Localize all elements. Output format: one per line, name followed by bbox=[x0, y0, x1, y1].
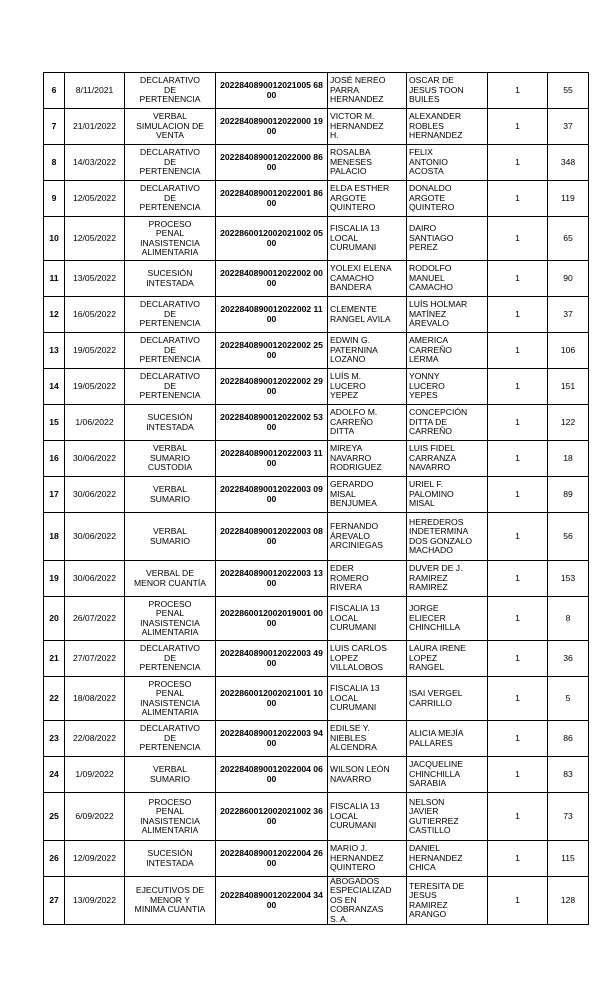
case-radicado: 2022840890012022002 5300 bbox=[216, 405, 328, 441]
count-cell: 1 bbox=[488, 405, 548, 441]
table-row bbox=[44, 757, 589, 793]
defendant-name: URIEL F. PALOMINO MISAL bbox=[407, 477, 488, 513]
process-type: DECLARATIVO DE PERTENENCIA bbox=[125, 641, 216, 677]
count-cell: 1 bbox=[488, 841, 548, 877]
defendant-name: LUIS FIDEL CARRANZA NAVARRO bbox=[407, 441, 488, 477]
count-cell: 1 bbox=[488, 597, 548, 641]
filing-date: 6/09/2022 bbox=[65, 793, 125, 841]
case-radicado: 2022840890012022004 2600 bbox=[216, 841, 328, 877]
table-row bbox=[44, 181, 589, 217]
folios-cell: 73 bbox=[548, 793, 589, 841]
row-number: 24 bbox=[44, 757, 65, 793]
row-number: 10 bbox=[44, 217, 65, 261]
plaintiff-name: ABOGADOS ESPECIALIZAD OS EN COBRANZAS S. A. bbox=[328, 877, 407, 925]
folios-cell: 90 bbox=[548, 261, 589, 297]
table-row bbox=[44, 217, 589, 261]
filing-date: 30/06/2022 bbox=[65, 561, 125, 597]
process-type: EJECUTIVOS DE MENOR Y MINIMA CUANTIA bbox=[125, 877, 216, 925]
count-cell: 1 bbox=[488, 217, 548, 261]
case-radicado: 2022860012002021002 0500 bbox=[216, 217, 328, 261]
defendant-name: NELSON JAVIER GUTIERREZ CASTILLO bbox=[407, 793, 488, 841]
folios-cell: 65 bbox=[548, 217, 589, 261]
folios-cell: 83 bbox=[548, 757, 589, 793]
filing-date: 13/05/2022 bbox=[65, 261, 125, 297]
table-row bbox=[44, 441, 589, 477]
row-number: 9 bbox=[44, 181, 65, 217]
defendant-name: DUVER DE J. RAMIREZ RAMIREZ bbox=[407, 561, 488, 597]
folios-cell: 56 bbox=[548, 513, 589, 561]
table-row bbox=[44, 145, 589, 181]
count-cell: 1 bbox=[488, 333, 548, 369]
row-number: 23 bbox=[44, 721, 65, 757]
row-number: 21 bbox=[44, 641, 65, 677]
folios-cell: 36 bbox=[548, 641, 589, 677]
case-radicado: 2022840890012022003 4900 bbox=[216, 641, 328, 677]
row-number: 16 bbox=[44, 441, 65, 477]
case-radicado: 2022840890012021005 6800 bbox=[216, 73, 328, 109]
case-register-table bbox=[43, 72, 589, 925]
case-radicado: 2022860012002019001 0000 bbox=[216, 597, 328, 641]
case-radicado: 2022840890012022002 1100 bbox=[216, 297, 328, 333]
process-type: DECLARATIVO DE PERTENENCIA bbox=[125, 721, 216, 757]
plaintiff-name: LUÍS M. LUCERO YEPEZ bbox=[328, 369, 407, 405]
process-type: PROCESO PENAL INASISTENCIA ALIMENTARIA bbox=[125, 217, 216, 261]
table-row bbox=[44, 561, 589, 597]
plaintiff-name: FERNANDO ÁREVALO ARCINIEGAS bbox=[328, 513, 407, 561]
filing-date: 19/05/2022 bbox=[65, 369, 125, 405]
filing-date: 26/07/2022 bbox=[65, 597, 125, 641]
folios-cell: 5 bbox=[548, 677, 589, 721]
case-radicado: 2022860012002021001 1000 bbox=[216, 677, 328, 721]
filing-date: 14/03/2022 bbox=[65, 145, 125, 181]
count-cell: 1 bbox=[488, 641, 548, 677]
process-type: DECLARATIVO DE PERTENENCIA bbox=[125, 73, 216, 109]
defendant-name: HEREDEROS INDETERMINA DOS GONZALO MACHADO bbox=[407, 513, 488, 561]
folios-cell: 106 bbox=[548, 333, 589, 369]
plaintiff-name: FISCALIA 13 LOCAL CURUMANI bbox=[328, 597, 407, 641]
case-radicado: 2022840890012022002 0000 bbox=[216, 261, 328, 297]
count-cell: 1 bbox=[488, 261, 548, 297]
plaintiff-name: MARIO J. HERNANDEZ QUINTERO bbox=[328, 841, 407, 877]
plaintiff-name: ROSALBA MENESES PALACIO bbox=[328, 145, 407, 181]
plaintiff-name: EDILSE Y. NIEBLES ALCENDRA bbox=[328, 721, 407, 757]
table-row bbox=[44, 109, 589, 145]
row-number: 13 bbox=[44, 333, 65, 369]
process-type: PROCESO PENAL INASISTENCIA ALIMENTARIA bbox=[125, 597, 216, 641]
count-cell: 1 bbox=[488, 297, 548, 333]
process-type: VERBAL DE MENOR CUANTÍA bbox=[125, 561, 216, 597]
defendant-name: ISAI VERGEL CARRILLO bbox=[407, 677, 488, 721]
process-type: VERBAL SUMARIO bbox=[125, 757, 216, 793]
plaintiff-name: LUIS CARLOS LOPEZ VILLALOBOS bbox=[328, 641, 407, 677]
plaintiff-name: EDER ROMERO RIVERA bbox=[328, 561, 407, 597]
row-number: 8 bbox=[44, 145, 65, 181]
case-radicado: 2022840890012022002 2900 bbox=[216, 369, 328, 405]
row-number: 12 bbox=[44, 297, 65, 333]
filing-date: 12/09/2022 bbox=[65, 841, 125, 877]
row-number: 26 bbox=[44, 841, 65, 877]
table-row bbox=[44, 877, 589, 925]
row-number: 22 bbox=[44, 677, 65, 721]
plaintiff-name: WILSON LEÓN NAVARRO bbox=[328, 757, 407, 793]
row-number: 6 bbox=[44, 73, 65, 109]
filing-date: 12/05/2022 bbox=[65, 217, 125, 261]
folios-cell: 37 bbox=[548, 297, 589, 333]
row-number: 11 bbox=[44, 261, 65, 297]
plaintiff-name: GERARDO MISAL BENJUMEA bbox=[328, 477, 407, 513]
process-type: VERBAL SUMARIO bbox=[125, 513, 216, 561]
case-radicado: 2022840890012022000 8600 bbox=[216, 145, 328, 181]
filing-date: 30/06/2022 bbox=[65, 477, 125, 513]
process-type: DECLARATIVO DE PERTENENCIA bbox=[125, 369, 216, 405]
defendant-name: TERESITA DE JESUS RAMIREZ ARANGO bbox=[407, 877, 488, 925]
plaintiff-name: ADOLFO M. CARREÑO DITTA bbox=[328, 405, 407, 441]
folios-cell: 115 bbox=[548, 841, 589, 877]
filing-date: 22/08/2022 bbox=[65, 721, 125, 757]
plaintiff-name: VICTOR M. HERNANDEZ H. bbox=[328, 109, 407, 145]
case-radicado: 2022840890012022003 1300 bbox=[216, 561, 328, 597]
filing-date: 18/08/2022 bbox=[65, 677, 125, 721]
table-row bbox=[44, 333, 589, 369]
folios-cell: 37 bbox=[548, 109, 589, 145]
defendant-name: LAURA IRENE LOPEZ RANGEL bbox=[407, 641, 488, 677]
count-cell: 1 bbox=[488, 793, 548, 841]
count-cell: 1 bbox=[488, 109, 548, 145]
folios-cell: 18 bbox=[548, 441, 589, 477]
row-number: 27 bbox=[44, 877, 65, 925]
case-radicado: 2022840890012022003 9400 bbox=[216, 721, 328, 757]
count-cell: 1 bbox=[488, 477, 548, 513]
defendant-name: JORGE ELIECER CHINCHILLA bbox=[407, 597, 488, 641]
table-row bbox=[44, 369, 589, 405]
count-cell: 1 bbox=[488, 441, 548, 477]
plaintiff-name: EDWIN G. PATERNINA LOZANO bbox=[328, 333, 407, 369]
folios-cell: 348 bbox=[548, 145, 589, 181]
row-number: 14 bbox=[44, 369, 65, 405]
table-row bbox=[44, 793, 589, 841]
folios-cell: 153 bbox=[548, 561, 589, 597]
defendant-name: DONALDO ARGOTE QUINTERO bbox=[407, 181, 488, 217]
plaintiff-name: FISCALIA 13 LOCAL CURUMANI bbox=[328, 217, 407, 261]
filing-date: 30/06/2022 bbox=[65, 513, 125, 561]
plaintiff-name: CLEMENTE RANGEL AVILA bbox=[328, 297, 407, 333]
filing-date: 30/06/2022 bbox=[65, 441, 125, 477]
count-cell: 1 bbox=[488, 73, 548, 109]
count-cell: 1 bbox=[488, 145, 548, 181]
filing-date: 21/01/2022 bbox=[65, 109, 125, 145]
defendant-name: DAIRO SANTIAGO PEREZ bbox=[407, 217, 488, 261]
plaintiff-name: FISCALIA 13 LOCAL CURUMANI bbox=[328, 793, 407, 841]
table-row bbox=[44, 641, 589, 677]
defendant-name: AMERICA CARREÑO LERMA bbox=[407, 333, 488, 369]
row-number: 7 bbox=[44, 109, 65, 145]
process-type: VERBAL SUMARIO CUSTODIA bbox=[125, 441, 216, 477]
count-cell: 1 bbox=[488, 721, 548, 757]
case-radicado: 2022840890012022003 1100 bbox=[216, 441, 328, 477]
folios-cell: 8 bbox=[548, 597, 589, 641]
defendant-name: ALICIA MEJÍA PALLARES bbox=[407, 721, 488, 757]
case-radicado: 2022840890012022002 2500 bbox=[216, 333, 328, 369]
defendant-name: RODOLFO MANUEL CAMACHO bbox=[407, 261, 488, 297]
plaintiff-name: MIREYA NAVARRO RODRIGUEZ bbox=[328, 441, 407, 477]
case-radicado: 2022840890012022000 1900 bbox=[216, 109, 328, 145]
process-type: DECLARATIVO DE PERTENENCIA bbox=[125, 145, 216, 181]
table-row bbox=[44, 513, 589, 561]
process-type: SUCESIÓN INTESTADA bbox=[125, 841, 216, 877]
process-type: DECLARATIVO DE PERTENENCIA bbox=[125, 181, 216, 217]
filing-date: 12/05/2022 bbox=[65, 181, 125, 217]
table-row bbox=[44, 477, 589, 513]
table-row bbox=[44, 73, 589, 109]
table-row bbox=[44, 677, 589, 721]
process-type: DECLARATIVO DE PERTENENCIA bbox=[125, 297, 216, 333]
plaintiff-name: FISCALIA 13 LOCAL CURUMANI bbox=[328, 677, 407, 721]
row-number: 17 bbox=[44, 477, 65, 513]
table-body bbox=[44, 73, 589, 925]
case-radicado: 2022840890012022003 0900 bbox=[216, 477, 328, 513]
defendant-name: CONCEPCIÓN DITTA DE CARREÑO bbox=[407, 405, 488, 441]
folios-cell: 86 bbox=[548, 721, 589, 757]
filing-date: 1/09/2022 bbox=[65, 757, 125, 793]
folios-cell: 122 bbox=[548, 405, 589, 441]
defendant-name: ALEXANDER ROBLES HERNANDEZ bbox=[407, 109, 488, 145]
process-type: VERBAL SIMULACION DE VENTA bbox=[125, 109, 216, 145]
filing-date: 1/06/2022 bbox=[65, 405, 125, 441]
case-radicado: 2022840890012022003 0800 bbox=[216, 513, 328, 561]
case-radicado: 2022840890012022004 0600 bbox=[216, 757, 328, 793]
count-cell: 1 bbox=[488, 513, 548, 561]
row-number: 15 bbox=[44, 405, 65, 441]
folios-cell: 89 bbox=[548, 477, 589, 513]
case-radicado: 2022840890012022001 8600 bbox=[216, 181, 328, 217]
filing-date: 27/07/2022 bbox=[65, 641, 125, 677]
table-row bbox=[44, 597, 589, 641]
table-row bbox=[44, 841, 589, 877]
filing-date: 8/11/2021 bbox=[65, 73, 125, 109]
process-type: VERBAL SUMARIO bbox=[125, 477, 216, 513]
table-row bbox=[44, 721, 589, 757]
defendant-name: LUÍS HOLMAR MATÍNEZ ÁREVALO bbox=[407, 297, 488, 333]
process-type: DECLARATIVO DE PERTENENCIA bbox=[125, 333, 216, 369]
defendant-name: FELIX ANTONIO ACOSTA bbox=[407, 145, 488, 181]
process-type: SUCESIÓN INTESTADA bbox=[125, 261, 216, 297]
count-cell: 1 bbox=[488, 369, 548, 405]
row-number: 19 bbox=[44, 561, 65, 597]
table-row bbox=[44, 261, 589, 297]
count-cell: 1 bbox=[488, 561, 548, 597]
process-type: PROCESO PENAL INASISTENCIA ALIMENTARIA bbox=[125, 677, 216, 721]
defendant-name: OSCAR DE JESUS TOON BUILES bbox=[407, 73, 488, 109]
defendant-name: DANIEL HERNANDEZ CHICA bbox=[407, 841, 488, 877]
row-number: 18 bbox=[44, 513, 65, 561]
folios-cell: 119 bbox=[548, 181, 589, 217]
process-type: PROCESO PENAL INASISTENCIA ALIMENTARIA bbox=[125, 793, 216, 841]
count-cell: 1 bbox=[488, 757, 548, 793]
plaintiff-name: ELDA ESTHER ARGOTE QUINTERO bbox=[328, 181, 407, 217]
folios-cell: 55 bbox=[548, 73, 589, 109]
plaintiff-name: JOSÉ NEREO PARRA HERNANDEZ bbox=[328, 73, 407, 109]
filing-date: 16/05/2022 bbox=[65, 297, 125, 333]
table-row bbox=[44, 405, 589, 441]
folios-cell: 151 bbox=[548, 369, 589, 405]
row-number: 20 bbox=[44, 597, 65, 641]
filing-date: 19/05/2022 bbox=[65, 333, 125, 369]
count-cell: 1 bbox=[488, 677, 548, 721]
case-radicado: 2022860012002021002 3600 bbox=[216, 793, 328, 841]
process-type: SUCESIÓN INTESTADA bbox=[125, 405, 216, 441]
plaintiff-name: YOLEXI ELENA CAMACHO BANDERA bbox=[328, 261, 407, 297]
row-number: 25 bbox=[44, 793, 65, 841]
case-radicado: 2022840890012022004 3400 bbox=[216, 877, 328, 925]
count-cell: 1 bbox=[488, 181, 548, 217]
filing-date: 13/09/2022 bbox=[65, 877, 125, 925]
table-row bbox=[44, 297, 589, 333]
count-cell: 1 bbox=[488, 877, 548, 925]
folios-cell: 128 bbox=[548, 877, 589, 925]
defendant-name: YONNY LUCERO YEPES bbox=[407, 369, 488, 405]
defendant-name: JACQUELINE CHINCHILLA SARABIA bbox=[407, 757, 488, 793]
